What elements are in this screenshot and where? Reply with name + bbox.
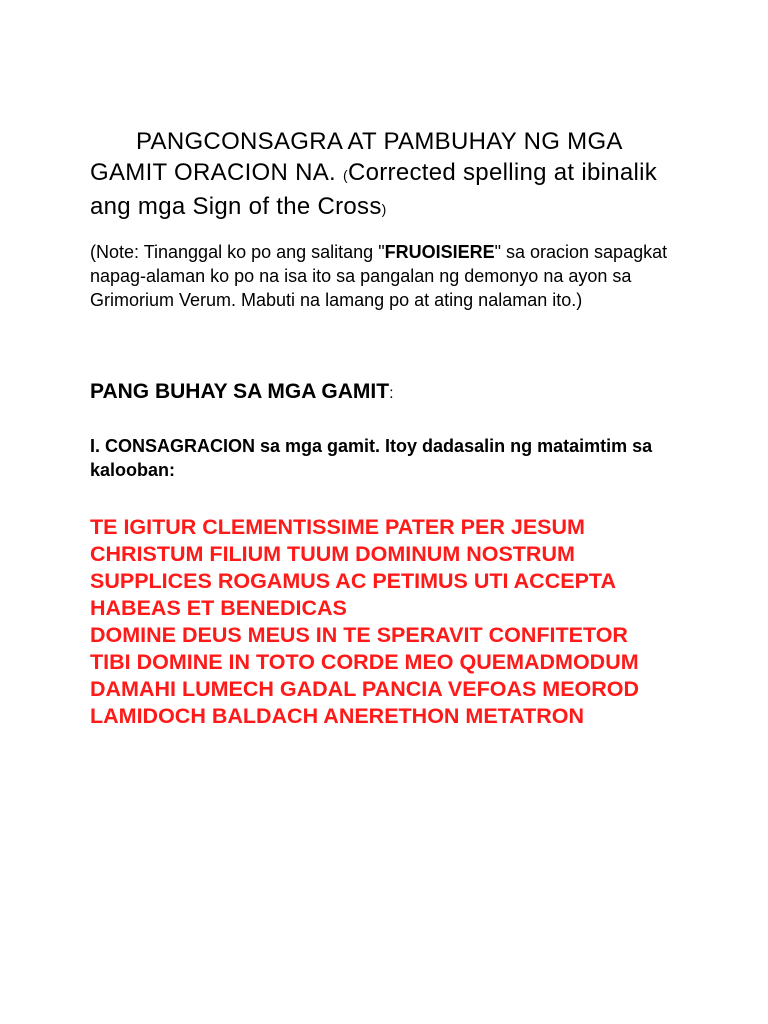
prayer-line: DOMINE DEUS MEUS IN TE SPERAVIT CONFITETOR — [90, 623, 628, 647]
prayer-line: CHRISTUM FILIUM TUUM DOMINUM NOSTRUM — [90, 542, 575, 566]
prayer-line: HABEAS ET BENEDICAS — [90, 596, 347, 620]
section-heading-colon: : — [389, 385, 394, 402]
prayer-line: LAMIDOCH BALDACH ANERETHON METATRON — [90, 704, 585, 728]
consagracion-instruction: I. CONSAGRACION sa mga gamit. Itoy dadasalin ng mataimtim sa kalooban: — [90, 436, 653, 480]
section-heading — [90, 378, 690, 408]
document-title — [90, 126, 690, 225]
editor-note — [90, 240, 690, 312]
prayer-line: TIBI DOMINE IN TOTO CORDE MEO QUEMADMODUM — [90, 650, 639, 674]
note-bold-word: FRUOISIERE — [384, 242, 495, 262]
title-paren-close: ) — [381, 201, 387, 217]
prayer-line: SUPPLICES ROGAMUS AC PETIMUS UTI ACCEPTA — [90, 569, 616, 593]
note-after: " sa oracion sapagkat napag-alaman ko po na isa ito sa pangalan ng demonyo na ayon sa Grimorium Verum. Mabuti na lamang po at ating nalaman ito.) — [90, 242, 668, 310]
prayer-line: DAMAHI LUMECH GADAL PANCIA VEFOAS MEOROD — [90, 677, 640, 701]
latin-prayer — [90, 514, 710, 730]
title-paren-open: ( — [342, 167, 348, 183]
title-main: PANGCONSAGRA AT PAMBUHAY NG MGA GAMIT ORACION NA. — [90, 128, 622, 186]
title-note: Corrected spelling at ibinalik ang mga Sign of the Cross — [90, 159, 658, 220]
section-heading-text: PANG BUHAY SA MGA GAMIT — [90, 380, 390, 403]
prayer-line: TE IGITUR CLEMENTISSIME PATER PER JESUM — [90, 515, 585, 539]
note-before: (Note: Tinanggal ko po ang salitang " — [90, 242, 385, 262]
